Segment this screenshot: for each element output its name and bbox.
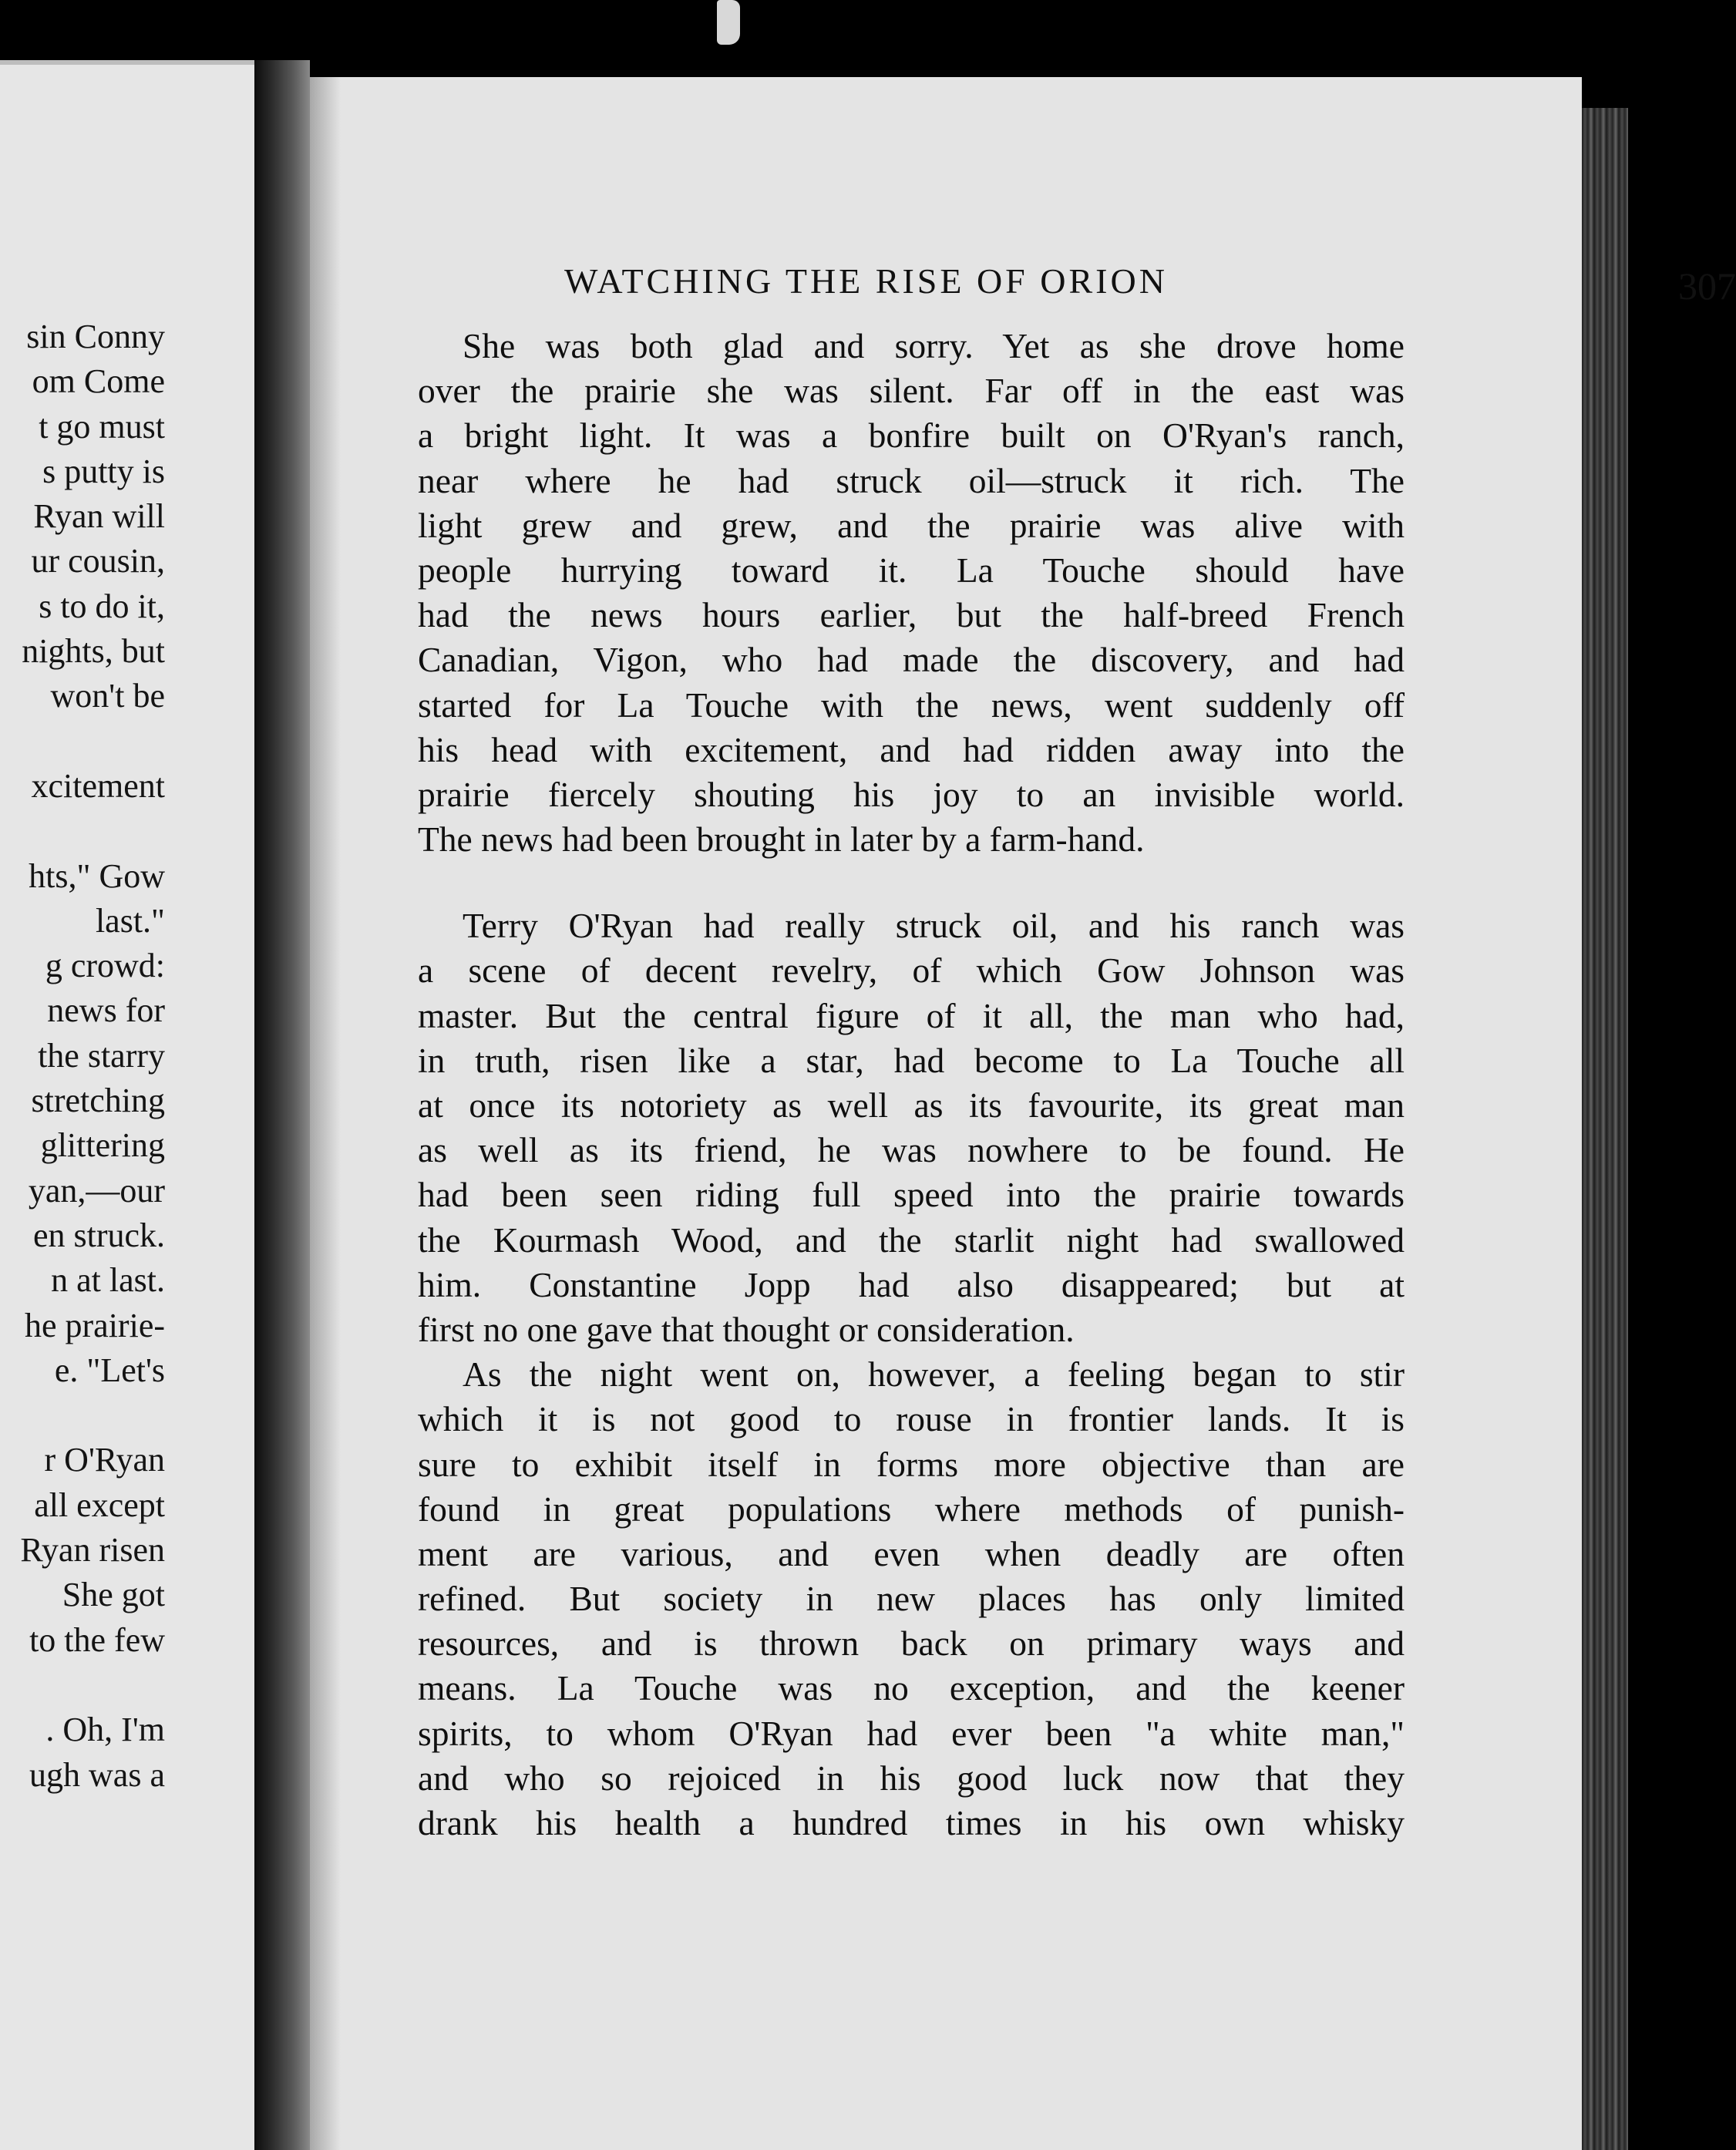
text-line: refined. But society in new places has only limited [418,1579,1405,1619]
book-gutter [254,60,310,2150]
text-line: ment are various, and even when deadly are often [418,1533,1405,1573]
bookmark-tab [717,0,740,45]
previous-page-line: stretching [31,1082,165,1120]
text-line: which it is not good to rouse in frontier lands. It is [418,1399,1405,1439]
previous-page-line [0,719,165,764]
text-line: near where he had struck oil—struck it rich. The [418,460,1405,500]
paragraph [418,324,1405,862]
text-line: light grew and grew, and the prairie was alive with [418,505,1405,545]
previous-page-line: . Oh, I'm [45,1711,165,1749]
text-line: a scene of decent revelry, of which Gow Johnson was [418,951,1405,991]
previous-page-line: en struck. [32,1216,165,1254]
previous-page-line: She got [62,1576,165,1614]
previous-page-line: to the few [29,1620,165,1659]
text-line: had the news hours earlier, but the half-breed French [418,595,1405,635]
text-line: spirits, to whom O'Ryan had ever been "a white man," [418,1713,1405,1753]
previous-page-line: news for [47,991,165,1030]
previous-page-line: sin Conny [26,318,165,355]
previous-page-line: he prairie- [25,1306,165,1344]
previous-page-line: glittering [40,1126,165,1165]
text-line: people hurrying toward it. La Touche should have [418,550,1405,590]
text-line: and who so rejoiced in his good luck now that they [418,1758,1405,1798]
page-number: 307 [1678,264,1736,308]
text-line: over the prairie she was silent. Far off in the east was [418,371,1405,411]
previous-page-line: yan,—our [28,1171,165,1210]
text-line: the Kourmash Wood, and the starlit night had swallowed [418,1220,1405,1260]
text-line: master. But the central figure of it all, the man who had, [418,995,1405,1035]
previous-page-line: Ryan risen [20,1531,165,1570]
page-header [564,261,1736,330]
previous-page-line: last." [95,901,165,940]
paragraph [418,1352,1405,1846]
previous-page-line: g crowd: [45,947,165,985]
previous-page-line: n at last. [51,1261,165,1300]
page-stack-edge [1582,108,1628,2150]
page-edge [0,60,254,65]
text-line: The news had been brought in later by a farm-hand. [418,819,1145,860]
running-head: WATCHING THE RISE OF ORION [564,261,1168,301]
previous-page-line: won't be [50,677,165,715]
text-line: had been seen riding full speed into the prairie towards [418,1175,1405,1215]
text-line: Canadian, Vigon, who had made the discovery, and had [418,640,1405,680]
previous-page-fragment [0,60,254,2150]
previous-page-line: the starry [38,1036,165,1075]
previous-page-line: t go must [39,407,165,446]
text-line: prairie fiercely shouting his joy to an invisible world. [418,774,1405,814]
text-line: a bright light. It was a bonfire built on O'Ryan's ranch, [418,416,1405,456]
previous-page-line: s putty is [42,452,165,490]
text-line: as well as its friend, he was nowhere to be found. He [418,1130,1405,1170]
text-line: drank his health a hundred times in his own whisky [418,1803,1405,1842]
text-line: in truth, risen like a star, had become to La Touche all [418,1040,1405,1080]
previous-page-line: ugh was a [29,1755,165,1794]
page-body [418,324,1405,1887]
text-line: his head with excitement, and had ridden away into the [418,729,1405,769]
previous-page-line: om Come [32,362,165,401]
text-line: means. La Touche was no exception, and the keener [418,1668,1405,1708]
previous-page-line: xcitement [31,766,165,805]
text-line: Terry O'Ryan had really struck oil, and his ranch was [463,906,1405,946]
previous-page-line: s to do it, [39,587,165,625]
text-line: found in great populations where methods of punish- [418,1489,1405,1529]
previous-page-line [0,1663,165,1708]
text-line: resources, and is thrown back on primary ways and [418,1623,1405,1664]
text-line: As the night went on, however, a feeling began to stir [463,1354,1405,1395]
previous-page-line: nights, but [22,632,165,671]
previous-page-line: e. "Let's [54,1351,165,1389]
paragraph [418,903,1405,1352]
previous-page-line [0,1393,165,1438]
previous-page-text [0,315,165,1798]
text-line: She was both glad and sorry. Yet as she drove home [463,326,1405,365]
current-page [310,77,1736,2150]
text-line: him. Constantine Jopp had also disappeared; but at [418,1264,1405,1304]
previous-page-line: Ryan will [33,497,165,536]
text-line: sure to exhibit itself in forms more objective than are [418,1444,1405,1484]
previous-page-line [0,809,165,853]
previous-page-line: all except [34,1485,165,1524]
previous-page-line: r O'Ryan [44,1441,165,1479]
text-line: first no one gave that thought or consideration. [418,1309,1075,1349]
previous-page-line: hts," Gow [29,856,165,895]
previous-page-line: ur cousin, [31,542,165,580]
text-line: started for La Touche with the news, went suddenly off [418,685,1405,725]
text-line: at once its notoriety as well as its favourite, its great man [418,1085,1405,1125]
